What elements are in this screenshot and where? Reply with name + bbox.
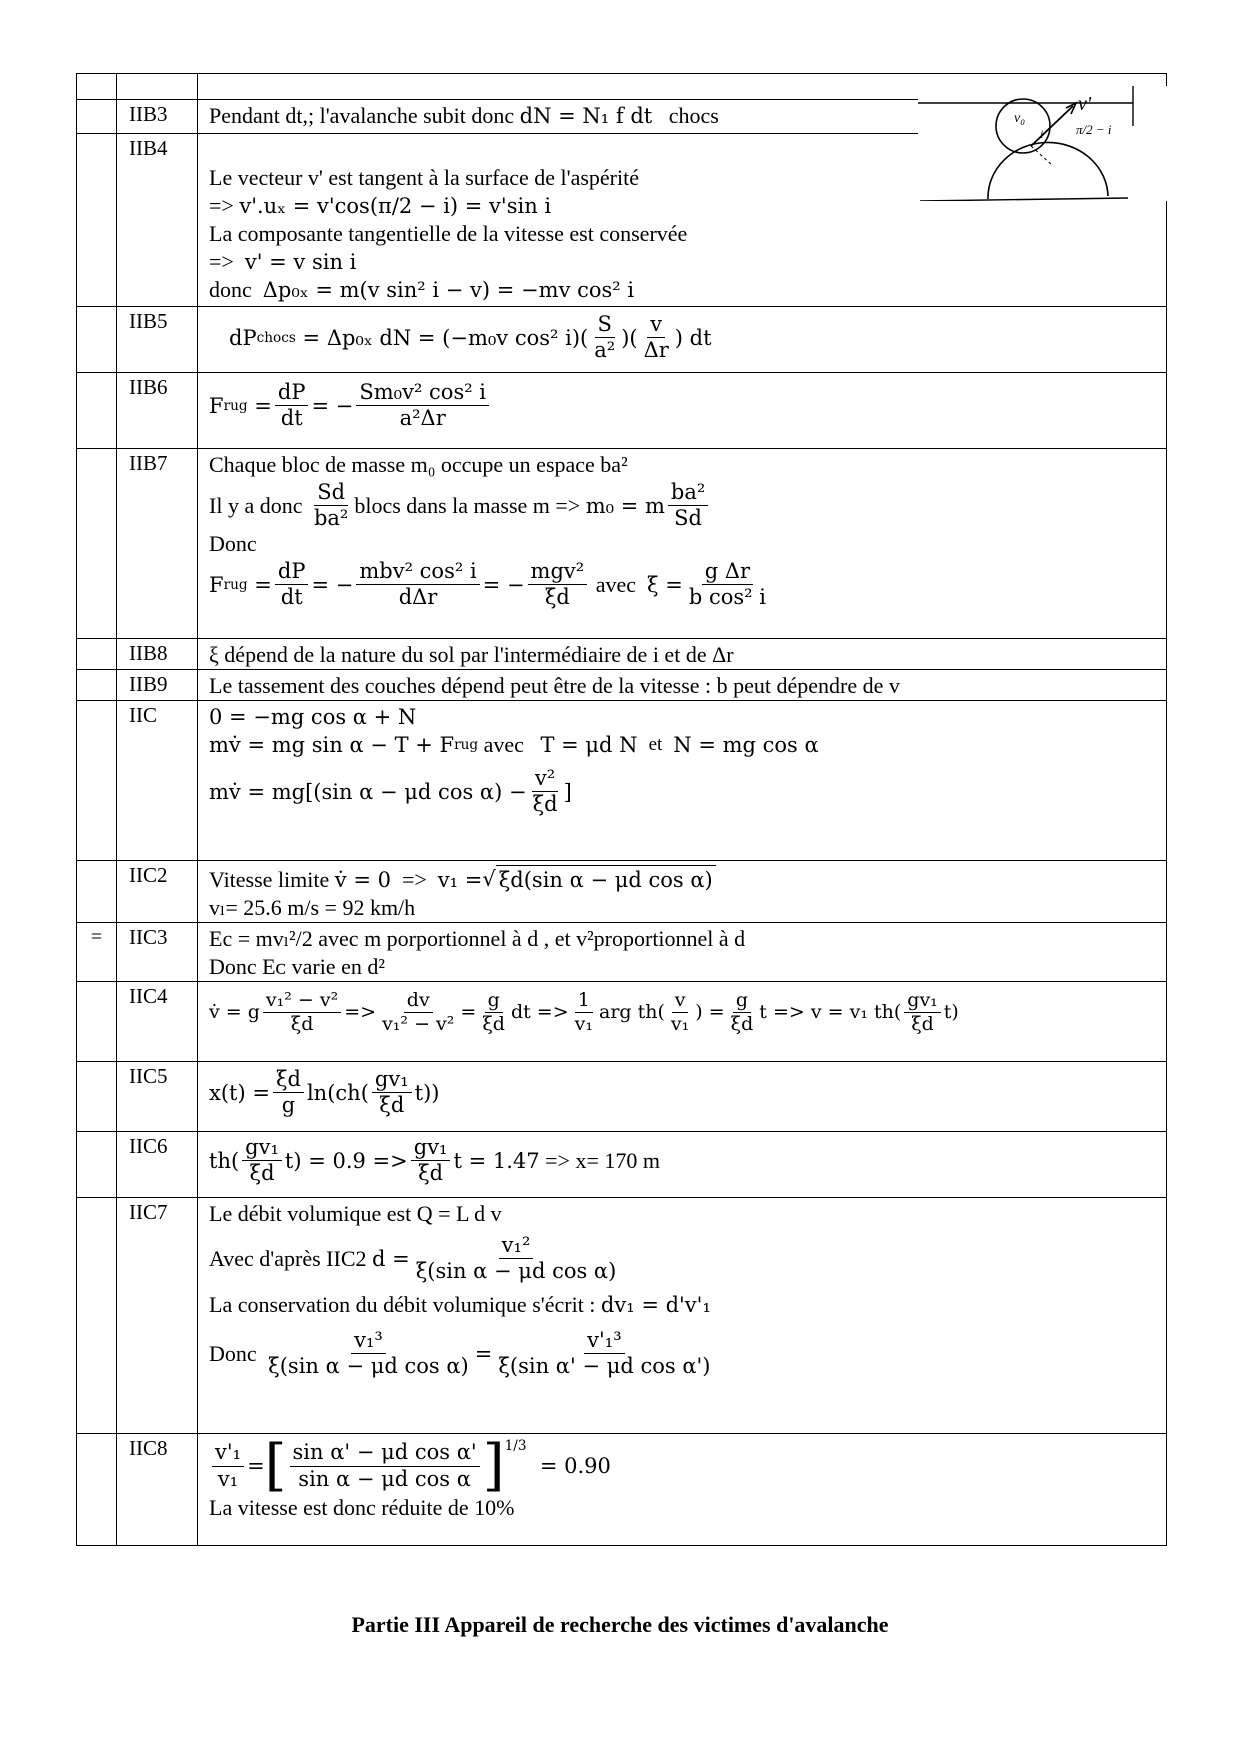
bracket-left: [ [264, 1433, 287, 1498]
text: et [648, 734, 663, 755]
equation: = − [311, 393, 354, 418]
fraction: $\frac{\xi d}{g}$ [273, 1068, 304, 1117]
equation: Δp₀ₓ = m(v sin² i − v) = −mv cos² i [262, 278, 635, 302]
row-content [198, 1062, 1167, 1132]
row-mark [77, 307, 117, 373]
table-row [77, 670, 1167, 701]
table-row [77, 1062, 1167, 1132]
fraction: $\frac{\text{mbv² cos² i}}{\text{dΔr}}$ [356, 560, 479, 609]
equation: th( [209, 1148, 240, 1173]
text: La composante tangentielle de la vitesse est conservée [209, 221, 688, 246]
equation: => [344, 1001, 377, 1024]
row-mark [77, 670, 117, 701]
equation: = 0.90 [539, 1454, 611, 1478]
equation: dt => [510, 1001, 569, 1024]
fraction: $\frac{v}{\text{v₁}}$ [670, 989, 690, 1035]
text: Ec = mvₗ²/2 avec m porportionnel à d , et v²proportionnel à d [209, 926, 746, 951]
sketch-label-vprime: v' [1078, 93, 1092, 115]
row-content [198, 639, 1167, 670]
equation: arg th( [599, 1001, 665, 1024]
row-label: IIB9 [117, 670, 198, 701]
equation: v' = v sin i [244, 250, 357, 274]
sketch-label-i: i [1040, 127, 1044, 141]
row-label: IIB5 [117, 307, 198, 373]
fraction: $\frac{\text{sin α' − μd cos α'}}{\text{sin α − μd cos α}}$ [290, 1441, 480, 1490]
text: blocs dans la masse m => [354, 492, 581, 518]
equation: = Δp₀ₓ dN = (−m₀v cos² i)( [302, 325, 589, 350]
text: Avec d'après IIC2 [209, 1245, 367, 1271]
fraction: $\frac{\text{v'₁³}}{\text{ξ(sin α' − μd cos α')}}$ [498, 1328, 711, 1379]
row-mark [77, 1434, 117, 1546]
text: Il y a donc [209, 492, 303, 518]
arrow-text: => [401, 866, 427, 892]
text: Le vecteur v' est tangent à la surface de l'aspérité [209, 165, 639, 190]
fraction: $\frac{\text{v₁² − v²}}{\xi d}$ [263, 990, 341, 1035]
row-content [198, 1132, 1167, 1198]
table-row [77, 1434, 1167, 1546]
fraction: $\frac{\text{v₁³}}{\text{ξ(sin α − μd cos α)}}$ [268, 1328, 469, 1379]
table-row [77, 639, 1167, 670]
equation: ] [563, 779, 572, 804]
row-content: Chaque bloc de masse m₀ occupe un espace ba² Il y a donc $\frac{Sd}{\text{ba²}}$ blocs dans la masse m => m₀ = m $\frac{\text{ba²}}{Sd}$ Donc F rug = $\frac{dP}{dt}$ = − $\frac{\text{mbv² cos² i}}{\text{dΔr}}$ = − $\frac{\text{mgv²}}{\xi d}$ avec ξ = $\frac{\text{g Δr}}{\text{b cos² i}}$ [198, 449, 1167, 639]
equation: v'.uₓ = v'cos(π/2 − i) = v'sin i [239, 194, 552, 218]
square-root: √ ξd(sin α − μd cos α) [482, 865, 715, 894]
equation: x(t) = [209, 1080, 270, 1105]
row-label: IIC2 [117, 861, 198, 923]
row-label: IIB7 [117, 449, 198, 639]
row-label: IIB6 [117, 373, 198, 449]
equation: = [247, 1454, 265, 1478]
equation: mv̇ = mg[(sin α − μd cos α) − [209, 779, 527, 804]
equation: mv̇ = mg sin α − T + F [209, 733, 455, 757]
row-mark [77, 1062, 117, 1132]
text: vₗ= 25.6 m/s = 92 km/h [209, 895, 416, 920]
row-mark [77, 1132, 117, 1198]
equation: v̇ = g [209, 1001, 260, 1024]
row-label: IIC7 [117, 1198, 198, 1434]
table-row [77, 1198, 1167, 1434]
table-row [77, 861, 1167, 923]
fraction: $\frac{\text{v₁²}}{\text{ξ(sin α − μd cos α)}}$ [415, 1233, 617, 1284]
fraction: $\frac{dP}{dt}$ [275, 560, 309, 609]
equation: v₁ = [437, 867, 483, 892]
row-mark [77, 639, 117, 670]
equation: N = mg cos α [673, 733, 819, 757]
sketch-label-angle: π/2 − i [1076, 122, 1112, 137]
row-label: IIB4 [117, 134, 198, 307]
fraction: $\frac{\text{v²}}{\xi d}$ [532, 766, 558, 817]
row-label: IIC5 [117, 1062, 198, 1132]
text: La vitesse est donc réduite de 10% [209, 1495, 515, 1520]
row-content: 0 = −mg cos α + N mv̇ = mg sin α − T + F rug avec T = μd N et N = mg cos α mv̇ = mg[(sin α − μd cos α) − $\frac{\text{v²}}{\xi d}$ ] [198, 701, 1167, 861]
row-mark [77, 701, 117, 861]
equation: dN = N₁ f dt [519, 104, 653, 128]
row-label: IIC6 [117, 1132, 198, 1198]
equation: d = [372, 1246, 410, 1271]
text: Donc [209, 1340, 257, 1366]
table-row [77, 923, 1167, 982]
row-mark [77, 1198, 117, 1434]
row-mark [77, 74, 117, 100]
table-row [77, 1132, 1167, 1198]
row-content [198, 861, 1167, 923]
row-label: IIC3 [117, 923, 198, 982]
equation: ) dt [674, 325, 712, 350]
equation: 0 = −mg cos α + N [209, 705, 417, 729]
fraction: $\frac{\text{ba²}}{Sd}$ [668, 481, 708, 530]
row-content: F rug = $\frac{dP}{dt}$ = − $\frac{\text{Sm₀v² cos² i}}{\text{a²Δr}}$ [198, 373, 1167, 449]
fraction: $\frac{\text{gv₁}}{\xi d}$ [904, 990, 941, 1035]
table-row [77, 701, 1167, 861]
fraction: $\frac{\text{gv₁}}{\xi d}$ [242, 1136, 282, 1185]
table-row [77, 449, 1167, 639]
equation: m₀ = m [585, 493, 665, 518]
equation: ln(ch( [306, 1080, 369, 1105]
text: avec [483, 732, 524, 757]
text: avec [595, 571, 636, 597]
row-label: IIC8 [117, 1434, 198, 1546]
equation: t) [943, 1001, 959, 1024]
table-row [77, 373, 1167, 449]
equation: ) = [695, 1001, 725, 1024]
fraction: $\frac{dP}{dt}$ [275, 381, 309, 430]
fraction: $\frac{g}{\xi d}$ [730, 989, 754, 1035]
row-label: IIC [117, 701, 198, 861]
text: chocs [668, 103, 719, 128]
text: Donc Eᴄ varie en d² [209, 954, 385, 979]
text: La conservation du débit volumique s'écrit : [209, 1292, 596, 1318]
arrow-text: => [209, 249, 234, 274]
row-content: dP chocs = Δp₀ₓ dN = (−m₀v cos² i)( $\frac{S}{\text{a²}}$ )( $\frac{v}{\Delta r}$ ) dt [198, 307, 1167, 373]
fraction: $\frac{Sd}{\text{ba²}}$ [313, 480, 349, 531]
table-row [77, 307, 1167, 373]
fraction: $\frac{1}{\text{v₁}}$ [574, 989, 594, 1035]
equation: F [209, 572, 224, 597]
row-content [198, 670, 1167, 701]
row-label: IIC4 [117, 982, 198, 1062]
text: Vitesse limite [209, 866, 330, 892]
row-content [198, 1198, 1167, 1434]
text: donc [209, 277, 252, 302]
sphere-sketch [918, 86, 1168, 201]
row-mark [77, 134, 117, 307]
equation: F [209, 393, 224, 418]
row-mark [77, 373, 117, 449]
fraction: $\frac{\text{mgv²}}{\xi d}$ [528, 560, 588, 609]
sketch-label-v0: v₀ [1014, 111, 1026, 126]
equation: t = 1.47 [453, 1148, 540, 1173]
row-content [198, 1434, 1167, 1546]
row-label: IIB8 [117, 639, 198, 670]
equation: = [460, 1001, 477, 1024]
row-content [198, 923, 1167, 982]
equation: = [474, 1341, 493, 1366]
text: Pendant dt,; l'avalanche subit donc [209, 103, 515, 128]
row-mark [77, 861, 117, 923]
row-mark [77, 449, 117, 639]
text: => x= 170 m [545, 1147, 660, 1173]
equation: t => [759, 1001, 805, 1024]
fraction: $\frac{\text{Sm₀v² cos² i}}{\text{a²Δr}}$ [356, 381, 489, 430]
fraction: $\frac{\text{gv₁}}{\xi d}$ [372, 1068, 412, 1117]
fraction: $\frac{S}{\text{a²}}$ [594, 312, 616, 363]
text: ξ dépend de la nature du sol par l'intermédiaire de i et de Δr [209, 642, 734, 667]
fraction: $\frac{\text{v'₁}}{\text{v₁}}$ [212, 1441, 244, 1490]
row-mark [77, 100, 117, 134]
row-label [117, 74, 198, 100]
equation: t) = 0.9 => [284, 1148, 408, 1173]
equation: t)) [414, 1080, 440, 1105]
fraction: $\frac{dv}{\text{v₁² − v²}}$ [382, 989, 455, 1035]
row-content [198, 982, 1167, 1062]
section-title: Partie III Appareil de recherche des victimes d'avalanche [351, 1612, 889, 1637]
solution-table [76, 73, 1167, 1546]
equation: T = μd N [540, 733, 638, 757]
equation: dv₁ = d'v'₁ [600, 1293, 711, 1318]
equation: v = v₁ th( [810, 1001, 902, 1024]
row-mark [77, 982, 117, 1062]
text: Le débit volumique est Q = L d v [209, 1201, 502, 1226]
equation: )( [621, 325, 638, 350]
fraction: $\frac{\text{g Δr}}{\text{b cos² i}}$ [688, 559, 766, 610]
table-row [77, 982, 1167, 1062]
text: Chaque bloc de masse m₀ occupe un espace ba² [209, 452, 628, 477]
fraction: $\frac{g}{\xi d}$ [482, 989, 505, 1035]
row-label: IIB3 [117, 100, 198, 134]
equation: v̇ = 0 [334, 867, 391, 892]
equation: ξ = [646, 572, 683, 597]
fraction: $\frac{v}{\Delta r}$ [643, 312, 669, 363]
exponent: 1/3 [504, 1438, 527, 1454]
equation: dP [229, 325, 257, 350]
text: Le tassement des couches dépend peut être de la vitesse : b peut dépendre de v [209, 673, 900, 698]
bracket-right: ] [482, 1433, 505, 1498]
arrow-text: => [209, 193, 234, 218]
fraction: $\frac{\text{gv₁}}{\xi d}$ [411, 1136, 451, 1185]
row-mark: = [77, 923, 117, 982]
text: Donc [209, 531, 257, 557]
